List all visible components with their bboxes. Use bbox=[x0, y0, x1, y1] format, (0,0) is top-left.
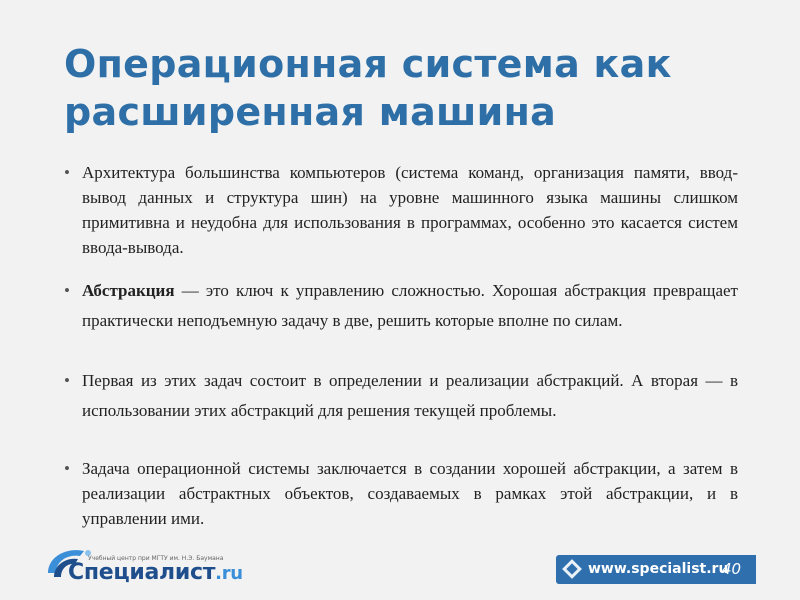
diamond-icon bbox=[560, 557, 584, 581]
list-item bbox=[60, 456, 738, 531]
bullet-marker: • bbox=[64, 459, 70, 478]
logo-suffix: .ru bbox=[215, 563, 243, 584]
slide-title: Операционная система как расширенная машина bbox=[64, 42, 672, 134]
specialist-logo[interactable] bbox=[44, 543, 264, 585]
bullet-text: Задача операционной системы заключается в создании хорошей абстракции, а затем в реализации абстрактных объектов, создаваемых в рамках этой абстракции, и в управлении ими. bbox=[82, 459, 738, 528]
list-item bbox=[60, 160, 738, 260]
bullet-text: — это ключ к управлению сложностью. Хорошая абстракция превращает практически неподъемную задачу в две, решить которые вполне по силам. bbox=[82, 281, 738, 330]
bullet-marker: • bbox=[64, 163, 70, 182]
logo-wordmark bbox=[68, 561, 243, 586]
bullet-marker: • bbox=[64, 371, 70, 390]
logo-caption: Учебный центр при МГТУ им. Н.Э. Баумана bbox=[88, 555, 224, 562]
list-item bbox=[60, 276, 738, 336]
page-number: 40 bbox=[722, 560, 742, 578]
bullet-list bbox=[60, 160, 738, 531]
bullet-text: Архитектура большинства компьютеров (система команд, организация памяти, ввод-вывод данных и структура шин) на уровне машинного языка машины слишком примитивна и неудобна для использования в программах, особенно это касается систем ввода-вывода. bbox=[82, 163, 738, 257]
footer-url-link[interactable]: www.specialist.ru bbox=[588, 561, 729, 577]
logo-main: Специалист bbox=[68, 560, 216, 585]
bullet-text: Первая из этих задач состоит в определении и реализации абстракций. А вторая — в использовании этих абстракций для решения текущей проблемы. bbox=[82, 371, 738, 420]
bullet-marker: • bbox=[64, 281, 70, 300]
bullet-term: Абстракция bbox=[82, 281, 175, 300]
list-item bbox=[60, 366, 738, 426]
